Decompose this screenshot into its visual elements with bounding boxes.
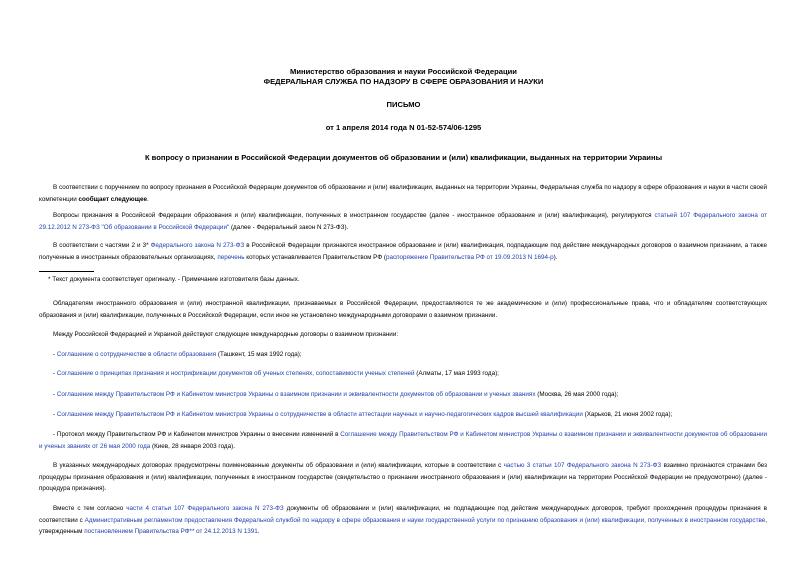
document-subject: К вопросу о признании в Российской Федерации документов об образовании и (или) квалификации, выданных на территории Украины bbox=[144, 153, 663, 162]
document-type: ПИСЬМО bbox=[386, 100, 421, 109]
paragraph-no-procedure: В указанных международных договорах предусмотрены поименованные документы об образовании и (или) квалификации, которые в соответствии с частью 3 статьи 107 Федерального закона N 273-ФЗ взаимно признаются странами без процедуры признания образования и (или) квалификации, полученных в иностранном государстве (свидетельство о признании иностранного образования и (или) квалификации на территории Российской Федерации не предусмотрено) (далее - процедура признания). bbox=[39, 462, 767, 492]
link-treaty-mutual-recognition[interactable]: Соглашение между Правительством РФ и Кабинетом министров Украины о взаимном признании и эквивалентности документов об образовании и ученых званиях bbox=[56, 391, 536, 398]
link-law-article-107[interactable]: статьей 107 Федерального закона от 29.12.2012 N 273-ФЗ "Об образовании в Российской Федерации" bbox=[39, 212, 767, 231]
list-item-treaty: - Соглашение о сотрудничестве в области образования (Ташкент, 15 мая 1992 года); bbox=[53, 351, 302, 358]
list-item-treaty: - Соглашение между Правительством РФ и Кабинетом министров Украины о сотрудничестве в области аттестации научных и научно-педагогических кадров высшей квалификации (Харьков, 21 июня 2002 года); bbox=[53, 411, 673, 418]
paragraph-procedure: Вместе с тем согласно части 4 статьи 107 Федерального закона N 273-ФЗ документы об образовании и (или) квалификации, не подпадающие под действие международных договоров, требуют прохождения процедуры признания в соответствии с Административным регламентом предоставления Федеральной службой по надзору в сфере образования и науки государственной услуги по признанию образования и (или) квалификации, полученных в иностранном государстве, утвержденным постановлением Правительства РФ** от 24.12.2013 N 1391. bbox=[39, 505, 768, 535]
link-treaty-amendment[interactable]: Соглашение между Правительством РФ и Кабинетом министров Украины о взаимном признании и эквивалентности документов об образовании и ученых званиях от 26 мая 2000 года bbox=[39, 431, 767, 450]
paragraph-rights: Обладателям иностранного образования и (или) иностранной квалификации, признаваемых в Российской Федерации, предоставляются те же академические и (или) профессиональные права, что и обладателям соответствующих образования и (или) квалификации, полученных в Российской Федерации, если иное не установлено международными договорами о взаимном признании. bbox=[39, 300, 767, 319]
link-administrative-regulation[interactable]: Административным регламентом предоставления Федеральной службой по надзору в сфере образования и науки государственной услуги по признанию образования и (или) квалификации, полученных в иностранном государстве bbox=[84, 516, 766, 524]
document-date-number: от 1 апреля 2014 года N 01-52-574/06-1295 bbox=[325, 123, 482, 132]
footnote: * Текст документа соответствует оригиналу. - Примечание изготовителя базы данных. bbox=[48, 276, 300, 283]
bold-phrase: сообщает следующее bbox=[78, 195, 147, 203]
link-treaty-education[interactable]: Соглашение о сотрудничестве в области образования bbox=[56, 351, 217, 358]
link-government-decree-1391[interactable]: постановлением Правительства РФ** от 24.12.2013 N 1391 bbox=[84, 528, 258, 535]
ministry-name: Министерство образования и науки Российской Федерации bbox=[290, 67, 517, 76]
paragraph-regulation: Вопросы признания в Российской Федерации образования и (или) квалификации, полученных в иностранном государстве (далее - иностранное образование и (или) квалификация), регулируются статьей 107 Федерального закона от 29.12.2012 N 273-ФЗ "Об образовании в Российской Федерации" (далее - Федеральный закон N 273-ФЗ). bbox=[39, 212, 767, 231]
list-item-treaty: - Соглашение о принципах признания и нострификации документов об ученых степенях, сопоставимости ученых степеней (Алматы, 17 мая 1993 года); bbox=[53, 370, 499, 377]
list-item-treaty: - Протокол между Правительством РФ и Кабинетом министров Украины о внесении изменений в Соглашение между Правительством РФ и Кабинетом министров Украины о взаимном признании и эквивалентности документов об образовании и ученых званиях от 26 мая 2000 года (Киев, 28 января 2003 года). bbox=[39, 431, 767, 450]
link-treaty-degrees[interactable]: Соглашение о принципах признания и нострификации документов об ученых степенях, сопоставимости ученых степеней bbox=[56, 370, 415, 377]
service-name: ФЕДЕРАЛЬНАЯ СЛУЖБА ПО НАДЗОРУ В СФЕРЕ ОБРАЗОВАНИЯ И НАУКИ bbox=[263, 77, 544, 86]
link-law-273[interactable]: Федерального закона N 273-ФЗ bbox=[150, 242, 245, 249]
link-government-order-1694[interactable]: распоряжение Правительства РФ от 19.09.2013 N 1694-р bbox=[385, 253, 554, 261]
footnote-divider bbox=[39, 271, 94, 272]
link-treaty-attestation[interactable]: Соглашение между Правительством РФ и Кабинетом министров Украины о сотрудничестве в области аттестации научных и научно-педагогических кадров высшей квалификации bbox=[56, 411, 583, 418]
link-article-107-part-3[interactable]: частью 3 статьи 107 Федерального закона N 273-ФЗ bbox=[503, 462, 662, 469]
link-article-107-part-4[interactable]: части 4 статьи 107 Федерального закона N 273-ФЗ bbox=[126, 505, 284, 512]
paragraph-treaties-intro: Между Российской Федерацией и Украиной действуют следующие международные договоры о взаимном признании: bbox=[53, 331, 399, 338]
link-list[interactable]: перечень bbox=[217, 253, 245, 261]
paragraph-recognition: В соответствии с частями 2 и 3* Федерального закона N 273-ФЗ в Российской Федерации признаются иностранное образование и (или) квалификация, подпадающие под действие международных договоров о взаимном признании, а также полученные в иностранных образовательных организациях, перечень которых устанавливается Правительством РФ (распоряжение Правительства РФ от 19.09.2013 N 1694-р). bbox=[39, 242, 767, 261]
paragraph-intro: В соответствии с поручением по вопросу признания в Российской Федерации документов об образовании и (или) квалификации, выданных на территории Украины, Федеральная служба по надзору в сфере образования и науки в части своей компетенции сообщает следующее. bbox=[39, 184, 767, 203]
list-item-treaty: - Соглашение между Правительством РФ и Кабинетом министров Украины о взаимном признании и эквивалентности документов об образовании и ученых званиях (Москва, 26 мая 2000 года); bbox=[53, 391, 619, 398]
